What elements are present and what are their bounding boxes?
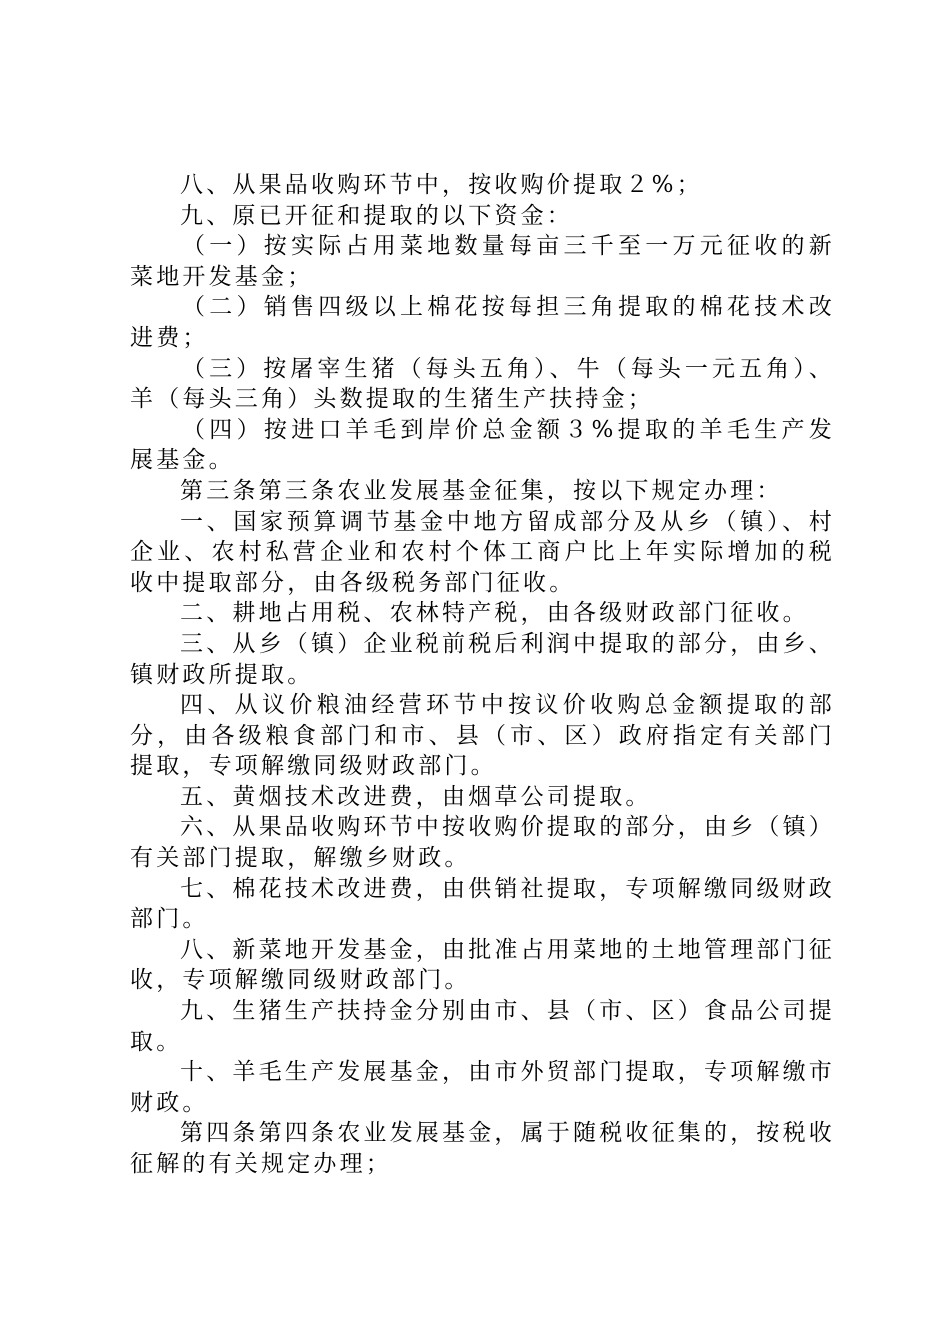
paragraph: （一）按实际占用菜地数量每亩三千至一万元征收的新菜地开发基金； — [130, 233, 835, 290]
paragraph: 二、耕地占用税、农林特产税，由各级财政部门征收。 — [180, 600, 809, 627]
paragraph: 四、从议价粮油经营环节中按议价收购总金额提取的部分，由各级粮食部门和市、县（市、区）政府指定有关部门提取，专项解缴同级财政部门。 — [130, 692, 835, 780]
paragraph: 七、棉花技术改进费，由供销社提取，专项解缴同级财政部门。 — [130, 875, 835, 933]
paragraph: 三、从乡（镇）企业税前税后利润中提取的部分，由乡、镇财政所提取。 — [130, 630, 835, 688]
paragraph: 十、羊毛生产发展基金，由市外贸部门提取，专项解缴市财政。 — [130, 1059, 835, 1116]
paragraph: （二）销售四级以上棉花按每担三角提取的棉花技术改进费； — [130, 294, 835, 351]
paragraph: 九、原已开征和提取的以下资金： — [180, 202, 573, 229]
paragraph: 第三条第三条农业发展基金征集，按以下规定办理： — [180, 477, 783, 504]
paragraph: 五、黄烟技术改进费，由烟草公司提取。 — [180, 783, 652, 810]
paragraph: 八、从果品收购环节中，按收购价提取２%； — [180, 172, 703, 198]
paragraph: 第四条第四条农业发展基金，属于随税收征集的，按税收征解的有关规定办理； — [130, 1120, 835, 1177]
paragraph: 一、国家预算调节基金中地方留成部分及从乡（镇）、村企业、农村私营企业和农村个体工商户比上年实际增加的税收中提取部分，由各级税务部门征收。 — [130, 508, 835, 596]
paragraph: 八、新菜地开发基金，由批准占用菜地的土地管理部门征收，专项解缴同级财政部门。 — [130, 936, 835, 994]
paragraph: （三）按屠宰生猪（每头五角）、牛（每头一元五角）、羊（每头三角）头数提取的生猪生产扶持金； — [130, 355, 835, 413]
paragraph: 六、从果品收购环节中按收购价提取的部分，由乡（镇）有关部门提取，解缴乡财政。 — [130, 814, 835, 872]
document-body — [130, 170, 835, 1180]
paragraph: （四）按进口羊毛到岸价总金额３%提取的羊毛生产发展基金。 — [130, 416, 835, 474]
paragraph: 九、生猪生产扶持金分别由市、县（市、区）食品公司提取。 — [130, 998, 835, 1055]
